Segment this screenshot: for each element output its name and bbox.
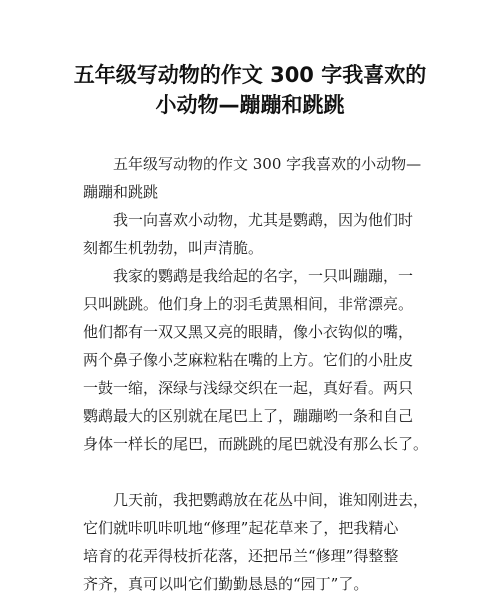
text-line: 齐齐，真可以叫它们勤勤恳恳的“园丁”了。	[83, 575, 369, 593]
text-line: 他们都有一双又黑又亮的眼睛，像小衣钩似的嘴，	[83, 323, 414, 341]
paragraph-2	[83, 206, 428, 262]
text-line: 培育的花弄得枝折花落，还把吊兰“修理”得整整	[83, 547, 399, 565]
text-line: 两个鼻子像小芝麻粒粘在嘴的上方。它们的小肚皮	[83, 351, 414, 369]
text-line: 刻都生机勃勃，叫声清脆。	[83, 239, 264, 257]
text-line: 身体一样长的尾巴，而跳跳的尾巴就没有那么长了。	[83, 435, 428, 453]
paragraph-4	[83, 486, 428, 598]
title-line-2: 小动物—蹦蹦和跳跳	[155, 93, 345, 117]
text-line: 我家的鹦鹉是我给起的名字，一只叫蹦蹦，一	[113, 267, 414, 285]
document-body	[83, 150, 428, 598]
text-line: 一鼓一缩，深绿与浅绿交织在一起，真好看。两只	[83, 379, 414, 397]
paragraph-1	[83, 150, 428, 206]
paragraph-spacer	[83, 458, 428, 486]
text-line: 鹦鹉最大的区别就在尾巴上了，蹦蹦哟一条和自己	[83, 407, 414, 425]
text-line: 蹦蹦和跳跳	[83, 183, 159, 201]
text-line: 它们就咔叽咔叽地“修理”起花草来了，把我精心	[83, 519, 399, 537]
title-line-1: 五年级写动物的作文 300 字我喜欢的	[73, 63, 427, 87]
paragraph-3	[83, 262, 428, 458]
text-line: 只叫跳跳。他们身上的羽毛黄黑相间，非常漂亮。	[83, 295, 414, 313]
text-line: 我一向喜欢小动物，尤其是鹦鹉，因为他们时	[113, 211, 414, 229]
text-line: 五年级写动物的作文 300 字我喜欢的小动物—	[113, 155, 422, 173]
text-line: 几天前，我把鹦鹉放在花丛中间，谁知刚进去，	[113, 491, 428, 509]
document-title	[40, 60, 460, 120]
